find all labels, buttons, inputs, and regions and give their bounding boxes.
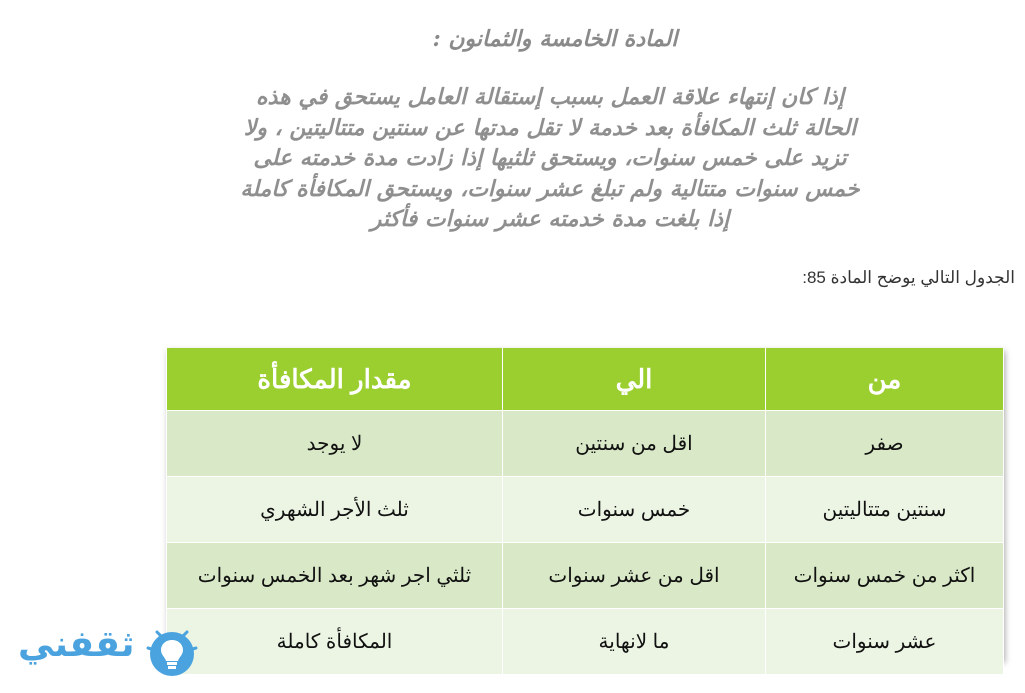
- cell-from: اكثر من خمس سنوات: [766, 543, 1004, 609]
- article-body: [150, 82, 950, 235]
- article-line: إذا بلغت مدة خدمته عشر سنوات فأكثر: [370, 206, 730, 232]
- cell-amount: المكافأة كاملة: [167, 609, 503, 675]
- cell-from: صفر: [766, 411, 1004, 477]
- cell-to: اقل من سنتين: [503, 411, 766, 477]
- table-row: [167, 543, 1004, 609]
- cell-amount: ثلث الأجر الشهري: [167, 477, 503, 543]
- table-intro: الجدول التالي يوضح المادة 85:: [802, 268, 1015, 287]
- article-title: المادة الخامسة والثمانون :: [432, 26, 678, 52]
- bonus-table-container: [166, 348, 1003, 660]
- cell-from: سنتين متتاليتين: [766, 477, 1004, 543]
- cell-to: اقل من عشر سنوات: [503, 543, 766, 609]
- table-row: [167, 411, 1004, 477]
- cell-amount: لا يوجد: [167, 411, 503, 477]
- article-line: تزيد على خمس سنوات، ويستحق ثلثيها إذا زادت مدة خدمته على: [253, 145, 847, 171]
- site-logo-text: ثقفني: [18, 624, 135, 665]
- article-line: خمس سنوات متتالية ولم تبلغ عشر سنوات، ويستحق المكافأة كاملة: [240, 175, 860, 202]
- article-line: إذا كان إنتهاء علاقة العمل بسبب إستقالة العامل يستحق في هذه: [256, 84, 844, 110]
- table-row: [167, 477, 1004, 543]
- cell-amount: ثلثي اجر شهر بعد الخمس سنوات: [167, 543, 503, 609]
- lightbulb-icon: [145, 628, 199, 680]
- cell-to: خمس سنوات: [503, 477, 766, 543]
- cell-from: عشر سنوات: [766, 609, 1004, 675]
- table-header-row: [167, 348, 1004, 411]
- table-row: [167, 609, 1004, 675]
- header-amount: مقدار المكافأة: [167, 348, 503, 411]
- article-line: الحالة ثلث المكافأة بعد خدمة لا تقل مدتها عن سنتين متتاليتين ، ولا: [243, 114, 857, 141]
- bonus-table: [166, 348, 1004, 675]
- header-to: الي: [503, 348, 766, 411]
- cell-to: ما لانهاية: [503, 609, 766, 675]
- header-from: من: [766, 348, 1004, 411]
